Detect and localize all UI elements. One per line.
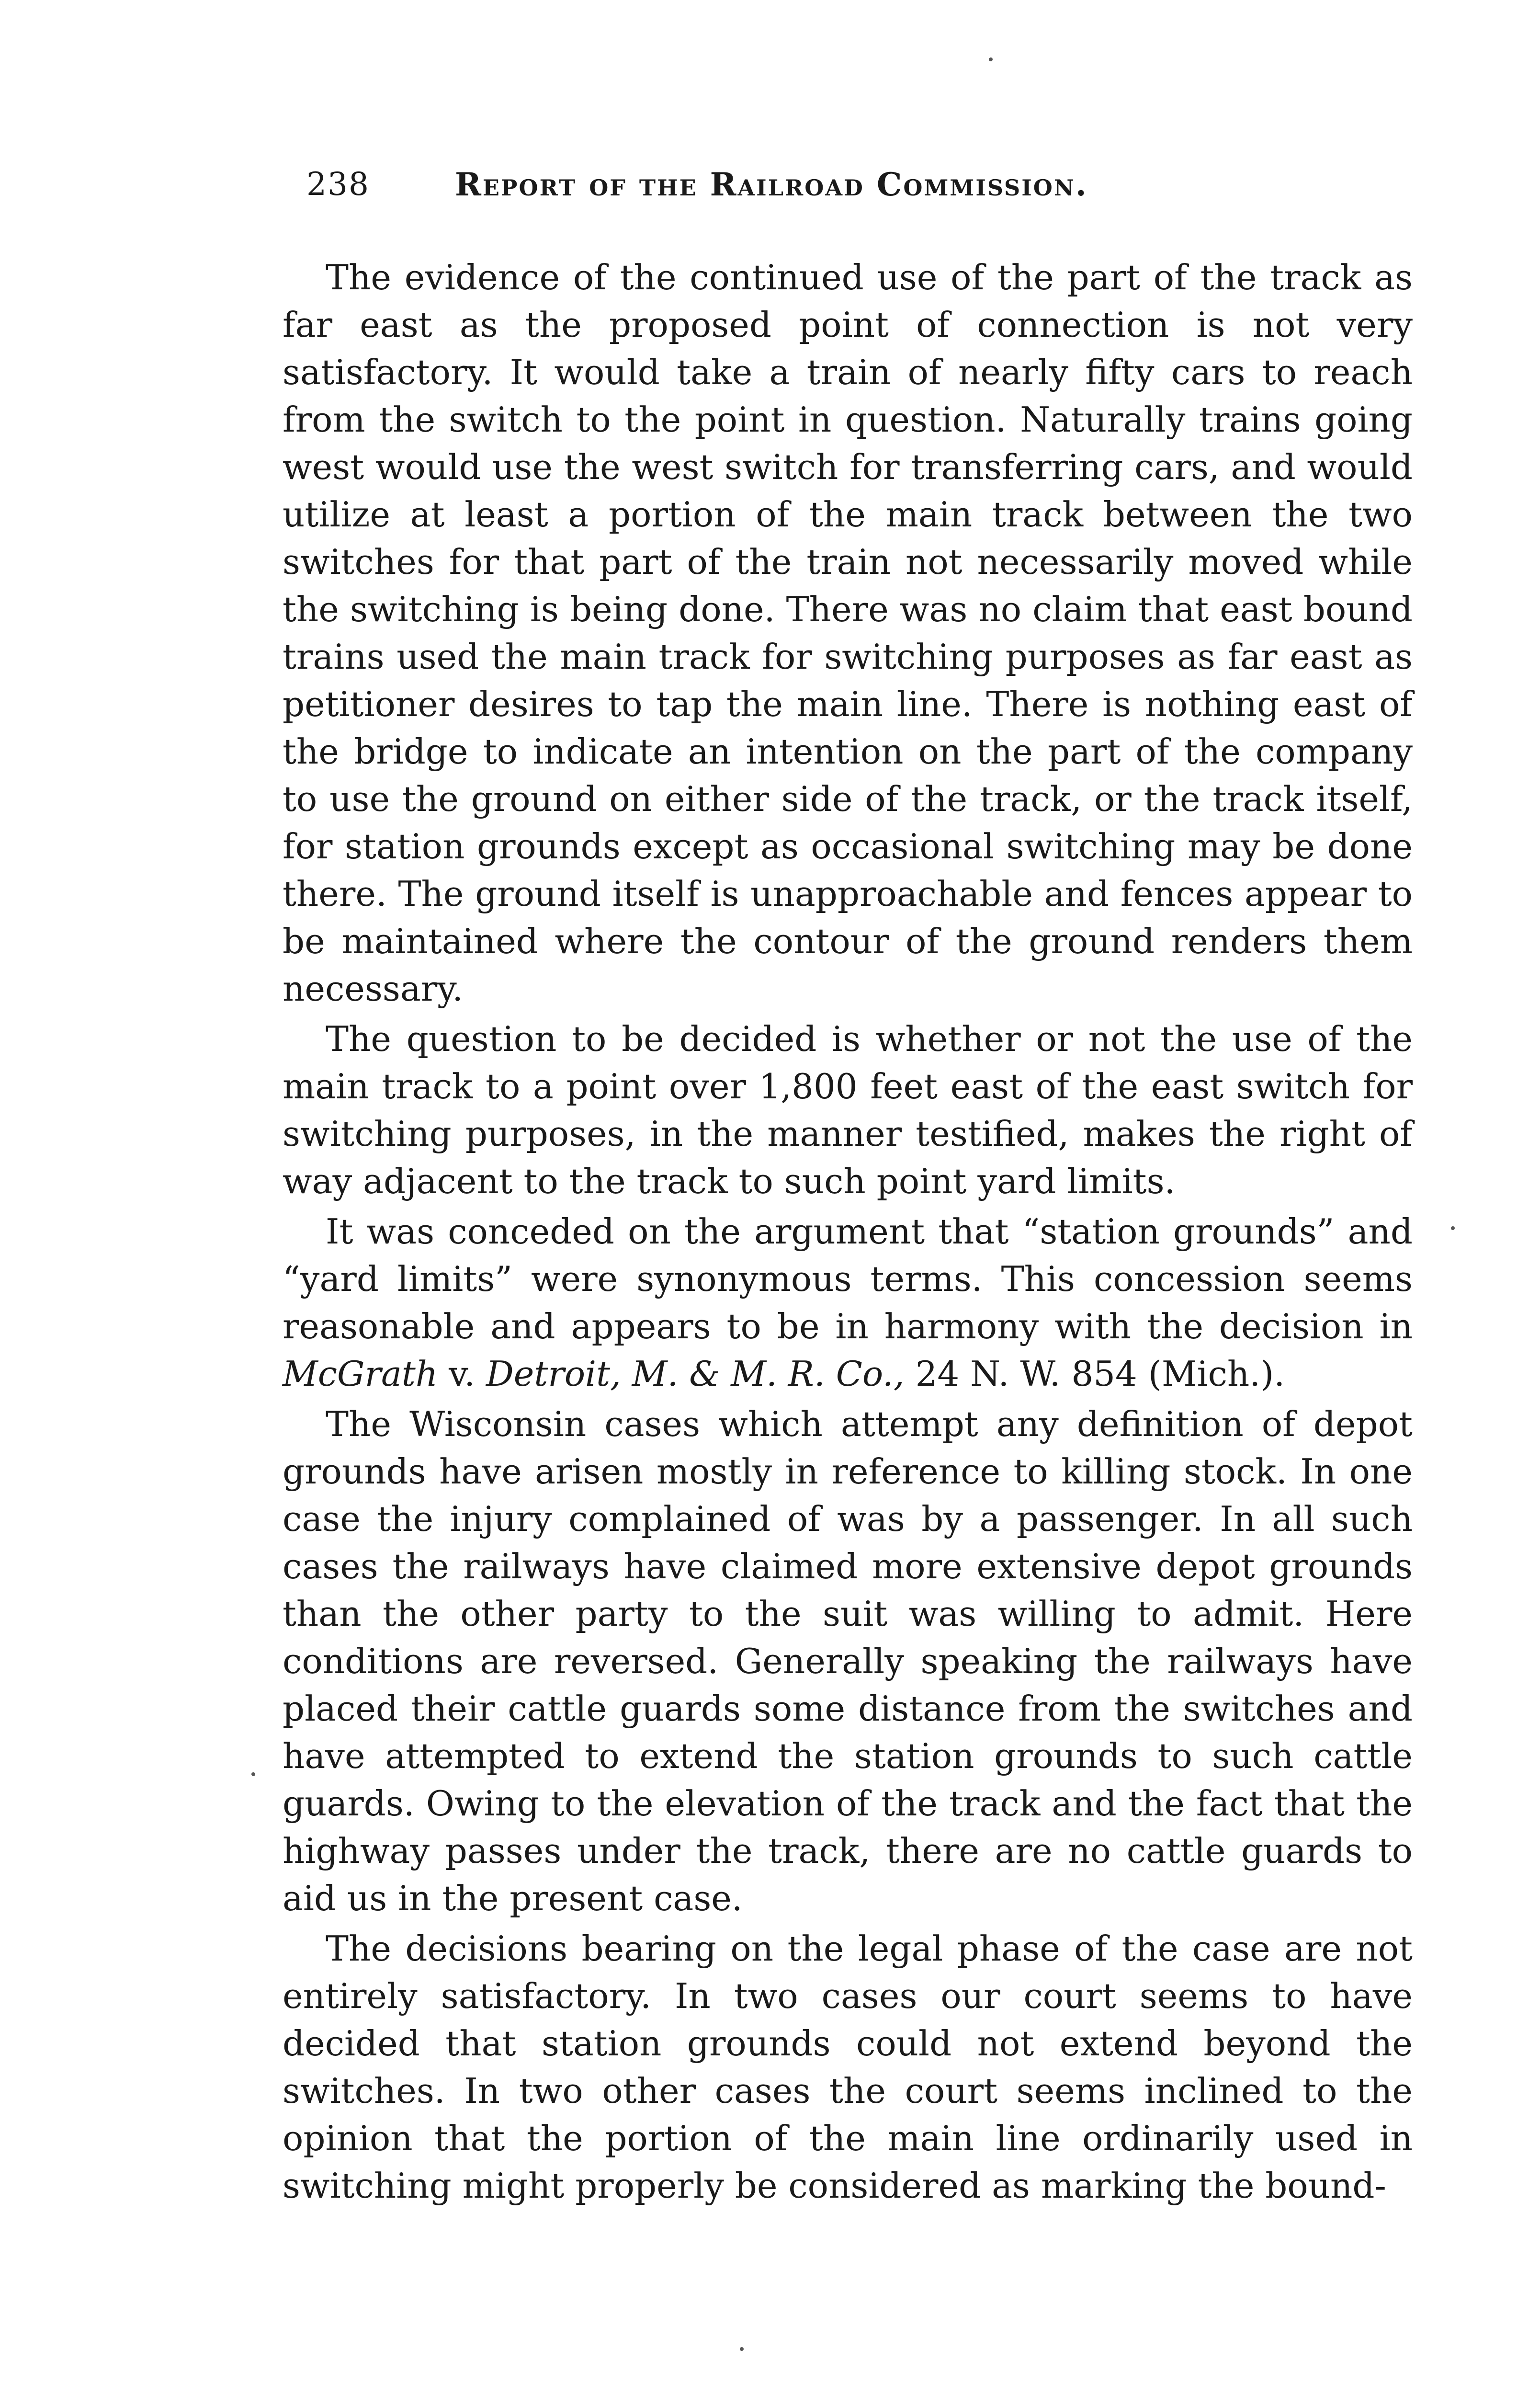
case-party: Detroit, M. & M. R. Co., xyxy=(486,1354,905,1394)
paragraph-decisions: The decisions bearing on the legal phase of the case are not entirely satisfactory. In two cases our court seems to have decided that station grounds could not extend beyond the switches. In two other cases the court seems inclined to the opinion that the portion of the main line ordinarily used in switching might properly be considered as marking the bound- xyxy=(283,1928,1413,2206)
scan-speck xyxy=(989,57,993,61)
scan-speck xyxy=(251,1772,255,1776)
paragraph-concession xyxy=(283,1208,1413,1398)
page-header xyxy=(306,160,1437,208)
paragraph-wisconsin-cases: The Wisconsin cases which attempt any definition of depot grounds have arisen mostly in reference to killing stock. In one case the injury complained of was by a passenger. In all such cases the railways have claimed more extensive depot grounds than the other party to the suit was willing to admit. Here conditions are reversed. Generally speaking the railways have placed their cattle guards some distance from the switches and have attempted to extend the station grounds to such cattle guards. Owing to the elevation of the track and the fact that the highway passes under the track, there are no cattle guards to aid us in the present case. xyxy=(283,1404,1413,1918)
case-versus: v. xyxy=(438,1354,487,1394)
scan-speck xyxy=(740,2347,744,2351)
paragraph-evidence: The evidence of the continued use of the part of the track as far east as the proposed point of connection is not very satisfactory. It would take a train of nearly fifty cars to reach from the switch to the point in question. Naturally trains going west would use the west switch for transferring cars, and would utilize at least a portion of the main track between the two switches for that part of the train not necessarily moved while the switching is being done. There was no claim that east bound trains used the main track for switching purposes as far east as petitioner desires to tap the main line. There is nothing east of the bridge to indicate an intention on the part of the company to use the ground on either side of the track, or the track itself, for station grounds except as occasional switching may be done there. The ground itself is unapproachable and fences appear to be maintained where the contour of the ground renders them necessary. xyxy=(283,257,1413,1009)
body-text xyxy=(283,254,1413,2213)
case-name: McGrath xyxy=(283,1354,438,1394)
paragraph-question: The question to be decided is whether or not the use of the main track to a point over 1,800 feet east of the east switch for switching purposes, in the manner testified, makes the right of way adjacent to the track to such point yard limits. xyxy=(283,1019,1413,1201)
page-number: 238 xyxy=(306,166,370,203)
scan-speck xyxy=(1451,1226,1455,1230)
running-title: Report of the Railroad Commission. xyxy=(455,166,1088,203)
case-citation: 24 N. W. 854 (Mich.). xyxy=(904,1354,1285,1394)
paragraph-concession-text: It was conceded on the argument that “station grounds” and “yard limits” were synonymous terms. This concession seems reasonable and appears to be in harmony with the decision in xyxy=(283,1211,1413,1346)
